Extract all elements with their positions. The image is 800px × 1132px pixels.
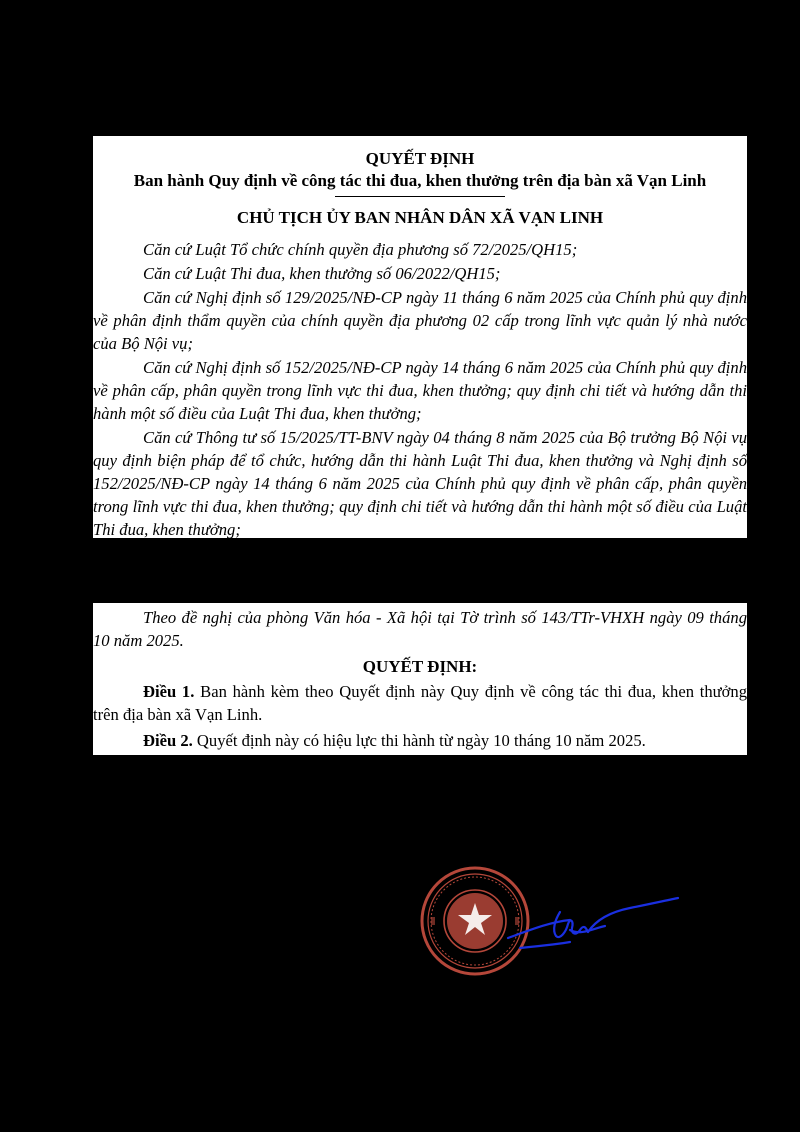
legal-basis-item: Căn cứ Nghị định số 152/2025/NĐ-CP ngày 14 tháng 6 năm 2025 của Chính phủ quy định về phân cấp, phân quyền trong lĩnh vực thi đua, khen thưởng; quy định chi tiết và hướng dẫn thi hành một số điều của Luật Thi đua, khen thưởng; xyxy=(93,358,747,423)
article-2-text: Quyết định này có hiệu lực thi hành từ ngày 10 tháng 10 năm 2025. xyxy=(192,731,646,750)
article-1 xyxy=(93,680,747,726)
signature-icon xyxy=(500,890,685,960)
legal-basis-item: Căn cứ Luật Thi đua, khen thưởng số 06/2022/QH15; xyxy=(143,264,501,283)
article-1-label: Điều 1. xyxy=(143,682,195,701)
article-2 xyxy=(93,729,747,752)
decision-body xyxy=(93,606,747,755)
legal-basis-item: Căn cứ Luật Tổ chức chính quyền địa phương số 72/2025/QH15; xyxy=(143,240,578,259)
decision-heading: QUYẾT ĐỊNH: xyxy=(362,657,478,676)
legal-basis-item: Căn cứ Thông tư số 15/2025/TT-BNV ngày 04 tháng 8 năm 2025 của Bộ trưởng Bộ Nội vụ quy định biện pháp để tổ chức, hướng dẫn thi hành Luật Thi đua, khen thưởng và Nghị định số 152/2025/NĐ-CP ngày 14 tháng 6 năm 2025 của Chính phủ quy định về phân cấp, phân quyền trong lĩnh vực thi đua, khen thưởng; quy định chi tiết và hướng dẫn thi hành một số điều của Luật Thi đua, khen thưởng; xyxy=(93,428,747,539)
decision-title: QUYẾT ĐỊNH xyxy=(365,149,475,168)
title-underline xyxy=(335,196,505,197)
legal-bases xyxy=(93,238,747,542)
article-2-label: Điều 2. xyxy=(143,731,193,750)
legal-basis-item: Căn cứ Nghị định số 129/2025/NĐ-CP ngày 11 tháng 6 năm 2025 của Chính phủ quy định về phân định thẩm quyền của chính quyền địa phương 02 cấp trong lĩnh vực quản lý nhà nước của Bộ Nội vụ; xyxy=(93,288,747,353)
document-top-panel xyxy=(93,136,747,538)
issuing-authority: CHỦ TỊCH ỦY BAN NHÂN DÂN XÃ VẠN LINH xyxy=(236,208,604,227)
document-bottom-panel xyxy=(93,603,747,755)
proposal-paragraph: Theo đề nghị của phòng Văn hóa - Xã hội tại Tờ trình số 143/TTr-VHXH ngày 09 tháng 10 năm 2025. xyxy=(93,608,747,650)
article-1-text: Ban hành kèm theo Quyết định này Quy định về công tác thi đua, khen thưởng trên địa bàn xã Vạn Linh. xyxy=(93,682,748,724)
decision-subtitle: Ban hành Quy định về công tác thi đua, khen thưởng trên địa bàn xã Vạn Linh xyxy=(133,171,707,190)
